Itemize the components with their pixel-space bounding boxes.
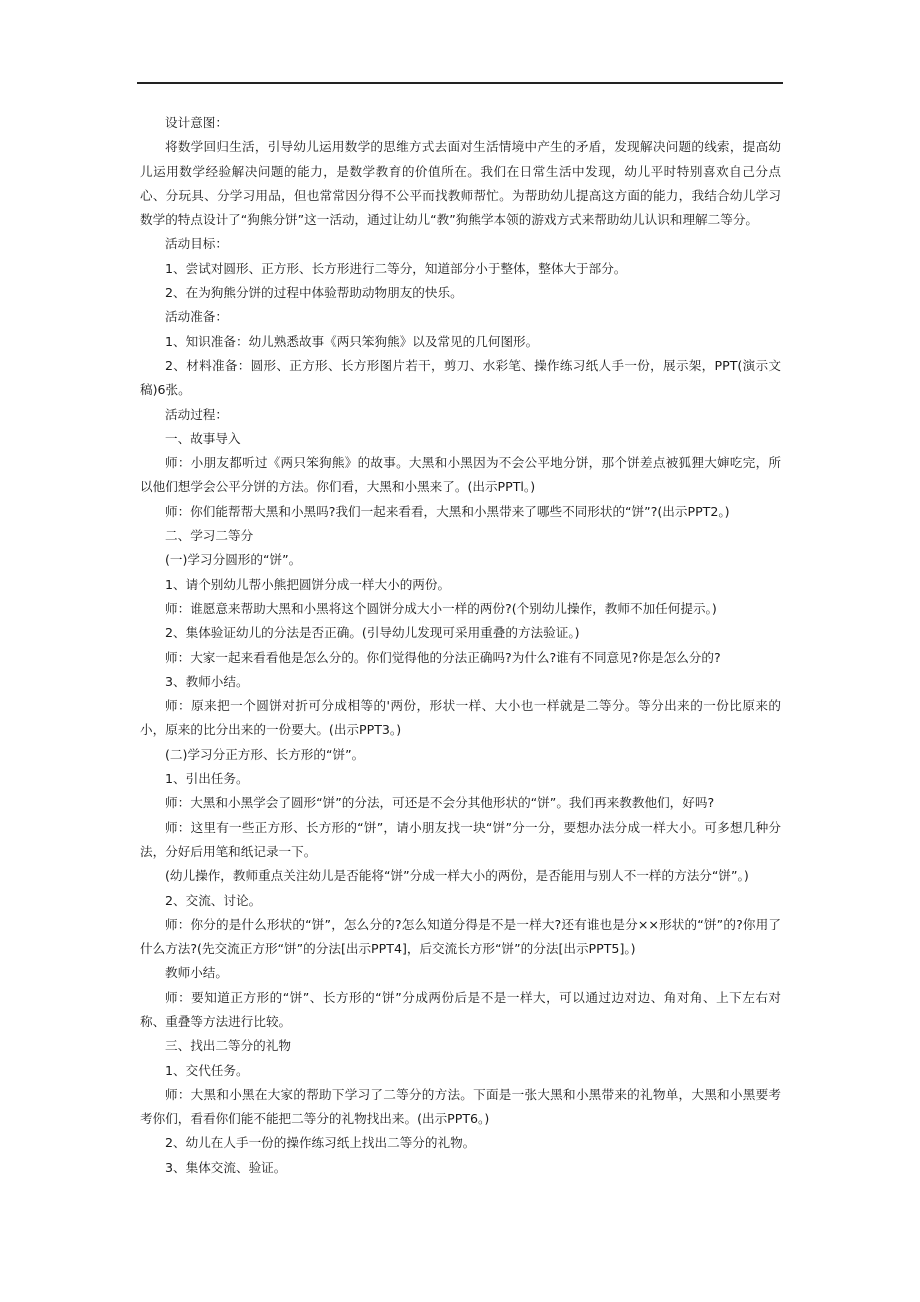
paragraph: 师：要知道正方形的“饼”、长方形的“饼”分成两份后是不是一样大，可以通过边对边、角对角、上下左右对称、重叠等方法进行比较。 — [140, 989, 781, 1029]
paragraph: 师：这里有一些正方形、长方形的“饼”，请小朋友找一块“饼”分一分，要想办法分成一样大小。可多想几种分法，分好后用笔和纸记录一下。 — [140, 819, 781, 859]
paragraph: 1、引出任务。 — [165, 771, 249, 787]
paragraph: (一)学习分圆形的“饼”。 — [165, 552, 302, 568]
subsection-heading: 二、学习二等分 — [165, 528, 254, 544]
section-heading-design-intent: 设计意图： — [165, 115, 228, 130]
paragraph: (幼儿操作，教师重点关注幼儿是否能将“饼”分成一样大小的两份，是否能用与别人不一样的方法分“饼”。) — [165, 868, 749, 884]
paragraph: 1、尝试对圆形、正方形、长方形进行二等分，知道部分小于整体，整体大于部分。 — [165, 260, 627, 276]
paragraph: 2、在为狗熊分饼的过程中体验帮助动物朋友的快乐。 — [165, 285, 463, 301]
document-body — [140, 111, 781, 1180]
paragraph: 师：大黑和小黑学会了圆形“饼”的分法，可还是不会分其他形状的“饼”。我们再来教教他们，好吗? — [165, 795, 715, 811]
section-heading-process: 活动过程： — [165, 406, 228, 422]
paragraph: (二)学习分正方形、长方形的“饼”。 — [165, 746, 365, 762]
paragraph: 师：你们能帮帮大黑和小黑吗?我们一起来看看，大黑和小黑带来了哪些不同形状的“饼”?(出示PPT2。) — [165, 503, 730, 519]
paragraph: 1、交代任务。 — [165, 1062, 249, 1078]
paragraph: 师：大黑和小黑在大家的帮助下学习了二等分的方法。下面是一张大黑和小黑带来的礼物单，大黑和小黑要考考你们，看看你们能不能把二等分的礼物找出来。(出示PPT6。) — [140, 1086, 781, 1127]
section-heading-goals: 活动目标： — [165, 236, 228, 252]
paragraph: 3、教师小结。 — [165, 673, 249, 689]
paragraph: 3、集体交流、验证。 — [165, 1159, 287, 1175]
paragraph: 师：你分的是什么形状的“饼”，怎么分的?怎么知道分得是不是一样大?还有谁也是分××形状的“饼”的?你用了什么方法?(先交流正方形“饼”的分法[出示PPT4]，后交流长方形“饼”的分法[出示PPT5]。) — [140, 916, 781, 957]
paragraph: 1、请个别幼儿帮小熊把圆饼分成一样大小的两份。 — [165, 576, 451, 592]
paragraph: 1、知识准备：幼儿熟悉故事《两只笨狗熊》以及常见的几何图形。 — [165, 333, 539, 349]
paragraph: 师：原来把一个圆饼对折可分成相等的'两份，形状一样、大小也一样就是二等分。等分出来的一份比原来的小，原来的比分出来的一份要大。(出示PPT3。) — [140, 698, 781, 738]
subsection-heading: 三、找出二等分的礼物 — [165, 1038, 291, 1054]
paragraph: 教师小结。 — [165, 965, 228, 981]
paragraph: 2、幼儿在人手一份的操作练习纸上找出二等分的礼物。 — [165, 1135, 476, 1151]
subsection-heading: 一、故事导入 — [165, 430, 241, 446]
paragraph: 2、集体验证幼儿的分法是否正确。(引导幼儿发现可采用重叠的方法验证。) — [165, 625, 580, 641]
paragraph: 将数学回归生活，引导幼儿运用数学的思维方式去面对生活情境中产生的矛盾，发现解决问题的线索，提高幼儿运用数学经验解决问题的能力，是数学教育的价值所在。我们在日常生活中发现，幼儿平时特别喜欢自己分点心、分玩具、分学习用品，但也常常因分得不公平而找教师帮忙。为帮助幼儿提高这方面的能力，我结合幼儿学习数学的特点设计了“狗熊分饼”这一活动，通过让幼儿“教”狗熊学本领的游戏方式来帮助幼儿认识和理解二等分。 — [140, 139, 781, 228]
paragraph: 2、交流、讨论。 — [165, 892, 262, 908]
paragraph: 师：谁愿意来帮助大黑和小黑将这个圆饼分成大小一样的两份?(个别幼儿操作，教师不加任何提示。) — [165, 600, 717, 616]
paragraph: 师：大家一起来看看他是怎么分的。你们觉得他的分法正确吗?为什么?谁有不同意见?你是怎么分的? — [165, 649, 721, 665]
header-rule — [137, 82, 783, 84]
paragraph: 师：小朋友都听过《两只笨狗熊》的故事。大黑和小黑因为不会公平地分饼，那个饼差点被狐狸大婶吃完，所以他们想学会公平分饼的方法。你们看，大黑和小黑来了。(出示PPTl。) — [140, 455, 781, 495]
paragraph: 2、材料准备：圆形、正方形、长方形图片若干，剪刀、水彩笔、操作练习纸人手一份，展示架，PPT(演示文稿)6张。 — [140, 357, 781, 398]
section-heading-preparation: 活动准备： — [165, 309, 228, 325]
